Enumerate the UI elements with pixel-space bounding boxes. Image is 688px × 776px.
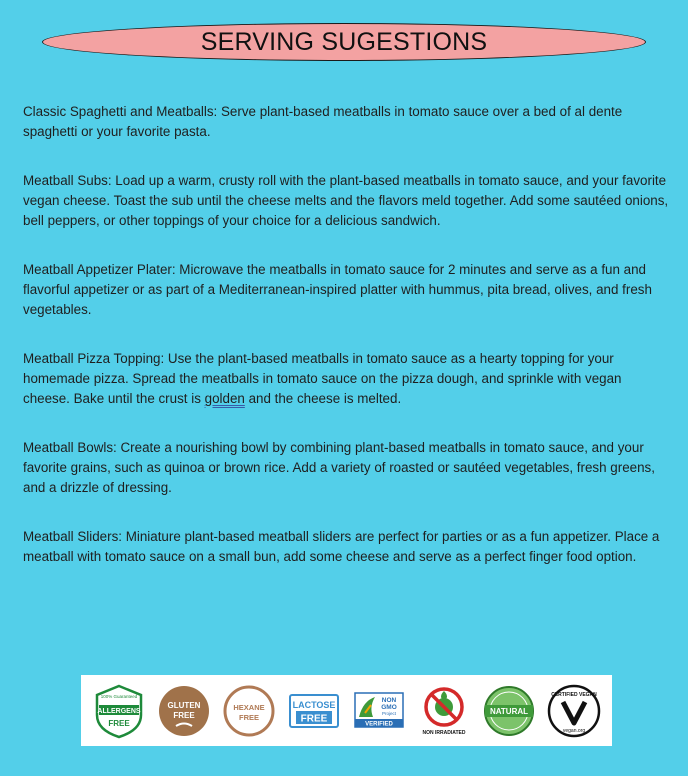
svg-text:HEXANE: HEXANE [233, 702, 265, 712]
svg-text:ALLERGENS: ALLERGENS [97, 707, 142, 715]
svg-text:NON: NON [381, 696, 397, 704]
lactose-free-icon [286, 683, 342, 739]
non-gmo-icon [351, 683, 407, 739]
svg-text:FREE: FREE [108, 718, 131, 728]
paragraph-text: Meatball Pizza Topping: Use the plant-based meatballs in tomato sauce as a hearty topping for your homemade pizza. Spread the meatballs in tomato sauce on the pizza dough, and sprinkle with vegan cheese. Bake until the crust is [23, 351, 622, 406]
certification-badges [81, 675, 612, 746]
page-title: SERVING SUGESTIONS [200, 27, 488, 56]
suggestion-paragraph [23, 349, 669, 409]
suggestion-paragraph: Meatball Bowls: Create a nourishing bowl by combining plant-based meatballs in tomato sauce, and your favorite grains, such as quinoa or brown rice. Add a variety of roasted or sautéed vegetables, fresh greens, and a drizzle of dressing. [23, 440, 655, 495]
suggestion-paragraph: Classic Spaghetti and Meatballs: Serve plant-based meatballs in tomato sauce over a bed of al dente spaghetti or your favorite pasta. [23, 104, 623, 139]
svg-text:GMO: GMO [381, 703, 397, 711]
allergens-free-icon [91, 683, 147, 739]
svg-text:NON IRRADIATED: NON IRRADIATED [422, 729, 466, 736]
proofing-underlined-word: golden [204, 391, 245, 406]
svg-text:100% Guaranteed: 100% Guaranteed [101, 693, 138, 699]
svg-text:vegan.org: vegan.org [562, 727, 585, 734]
natural-icon [481, 683, 537, 739]
non-irradiated-icon [416, 683, 472, 739]
svg-text:FREE: FREE [300, 713, 328, 724]
suggestion-paragraph: Meatball Subs: Load up a warm, crusty roll with the plant-based meatballs in tomato sauce, and your favorite vegan cheese. Toast the sub until the cheese melts and the flavors meld together. Add some sautéed onions, bell peppers, or other toppings of your choice for a delicious sandwich. [23, 173, 669, 228]
svg-text:GLUTEN: GLUTEN [167, 700, 201, 710]
gluten-free-icon [156, 683, 212, 739]
svg-text:Project: Project [381, 710, 396, 716]
title-banner [42, 23, 646, 61]
svg-text:FREE: FREE [239, 712, 260, 722]
suggestion-paragraph: Meatball Sliders: Miniature plant-based meatball sliders are perfect for parties or as a fun appetizer. Place a meatball with tomato sauce on a small bun, add some cheese and serve as a perfect finger food option. [23, 529, 660, 564]
suggestion-paragraph: Meatball Appetizer Plater: Microwave the meatballs in tomato sauce for 2 minutes and serve as a fun and flavorful appetizer or as part of a Mediterranean-inspired platter with hummus, pita bread, olives, and fresh vegetables. [23, 262, 652, 317]
svg-text:LACTOSE: LACTOSE [292, 699, 336, 710]
svg-text:NATURAL: NATURAL [489, 706, 528, 716]
hexane-free-icon [221, 683, 277, 739]
suggestions-list [23, 102, 669, 596]
svg-text:FREE: FREE [173, 710, 195, 720]
certified-vegan-icon [546, 683, 602, 739]
svg-text:CERTIFIED VEGAN: CERTIFIED VEGAN [550, 691, 597, 698]
svg-text:VERIFIED: VERIFIED [365, 721, 393, 727]
paragraph-text: and the cheese is melted. [244, 391, 402, 406]
